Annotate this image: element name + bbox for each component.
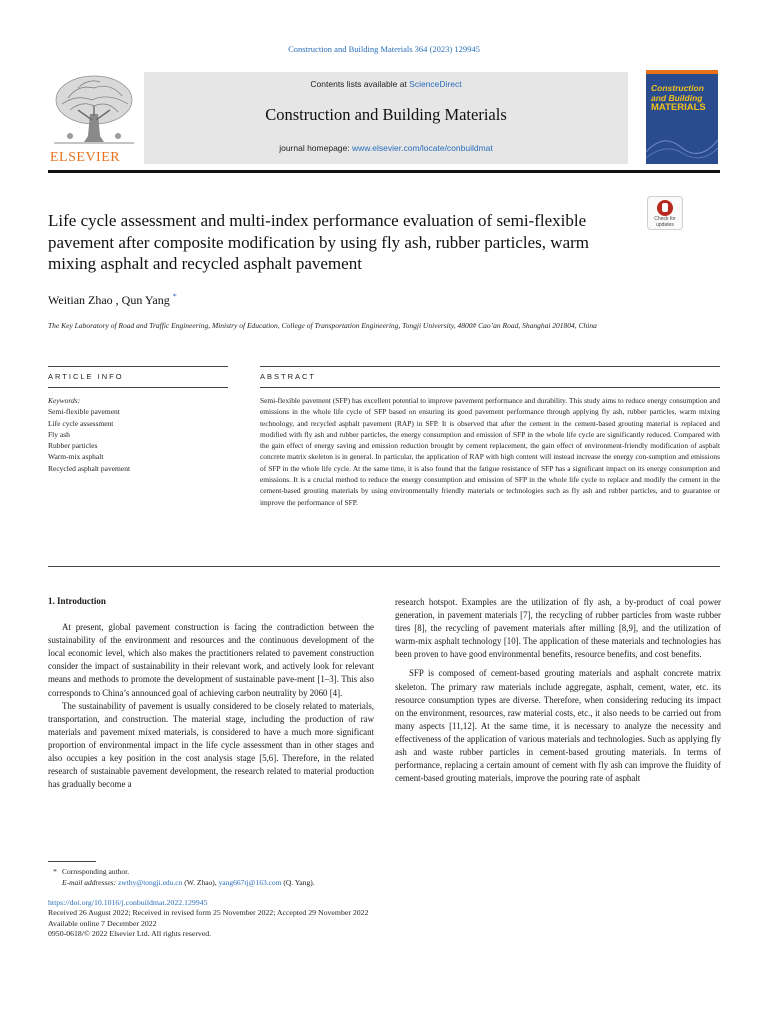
check-label-line2: updates	[656, 221, 674, 228]
sciencedirect-link[interactable]: ScienceDirect	[409, 79, 462, 89]
keyword-item: Warm-mix asphalt	[48, 452, 104, 462]
header-rule	[48, 170, 720, 173]
abstract-bottom-rule	[48, 566, 720, 567]
body-paragraph: SFP is composed of cement-based grouting materials and asphalt concrete matrix skeleton. The primary raw materials include aggregate, asphalt, cement, water, etc. its resource consumption types are diverse. Therefore, when considering reducing its impact on the environment, resources, raw material costs, etc., it also needs to be carried out from many aspects [11,12]. At the same time, it is necessary to analyze the necessity and effectiveness of the application of various materials and technologies. Such as applying fly ash and waste rubber particles in cement-based grouting materials. In terms of performance, replacing a certain amount of cement with fly ash can improve the fluidity of cement-based grouting materials, improve the pouring rate of asphalt	[395, 668, 721, 784]
footnotes	[48, 866, 720, 888]
author-names[interactable]: Weitian Zhao , Qun Yang	[48, 293, 170, 307]
author-list	[48, 292, 177, 308]
cover-line-2: and Building	[651, 93, 703, 103]
homepage-line	[144, 143, 628, 153]
keyword-item: Semi-flexible pavement	[48, 407, 120, 417]
check-for-updates-label	[648, 217, 682, 228]
corresponding-footnote	[48, 866, 720, 877]
email-link[interactable]: yang667tj@163.com	[218, 878, 282, 887]
section-heading-introduction: 1. Introduction	[48, 596, 106, 606]
body-column-right	[395, 596, 721, 785]
elsevier-wordmark: ELSEVIER	[50, 150, 121, 165]
footnote-star: *	[53, 867, 57, 876]
abstract-text: Semi-flexible pavement (SFP) has excellent potential to improve pavement performance and durability. This study aims to reduce energy consumption and emissions in the whole life cycle of SFP based on ensuring its good pavement performance through applying fly ash, rubber particles, warm mixing technology, and recycled asphalt pavement (RAP) in SFP. It is observed that after the cement in the cement-based grouting material is replaced and modified with fly ash and rubber particles, the energy consumption and emission of SFP in the whole life cycle are significantly reduced. Compared with the gain effect of energy saving and emission reduction brought by cement replacement, the gain effect of environment-friendly modification of asphalt concrete matrix skeleton is in general. In particular, the application of RAP with high content will instead increase the energy con-sumption and emissions of SFP in the whole life cycle. At the same time, it is also found that the fatigue resistance of SFP has a significant impact on its energy consumption and emissions. It is a crucial method to reduce the energy consumption and emission of SFP in the whole life cycle to replace and modify the cement in the cement-based grouting materials by using environmentally friendly materials or technologies such as fly ash and rubber particles, and to guarantee or improve the performance of SFP.	[260, 396, 720, 507]
journal-cover-thumbnail[interactable]	[646, 70, 718, 164]
check-label-line1: Check for	[654, 216, 676, 222]
body-paragraph: At present, global pavement construction is facing the contradiction between the sustainability of the environment and resources and the continuous development of the local economic level, which also makes the practitioners related to pavement construction consider the impact of sustainability in their relevant work, and actively look for relevant means and methods to promote the development of sustainable pave-ment [1–3]. This also corresponds to China’s announced goal of achieving carbon neutrality by 2060 [4].	[48, 622, 374, 698]
online-date: Available online 7 December 2022	[48, 918, 157, 928]
journal-header	[48, 70, 720, 166]
journal-homepage-link[interactable]: www.elsevier.com/locate/conbuildmat	[351, 143, 493, 153]
homepage-prefix: journal homepage:	[279, 143, 352, 153]
email-owner: (Q. Yang).	[281, 878, 315, 887]
received-dates: Received 26 August 2022; Received in revised form 25 November 2022; Accepted 29 November 2022	[48, 908, 369, 918]
body-column-left	[48, 595, 374, 791]
keyword-item: Fly ash	[48, 429, 70, 439]
body-paragraph: The sustainability of pavement is usually considered to be closely related to materials, transportation, and construction. The material stage, including the production of raw materials and pavement mixed materials, is considered to have a much more significant proportion of environmental impact in the life cycle assessment than in other stages and also occupies a key position in the cost analysis stage [5,6]. Therefore, in the related research of sustainable pavement development, the research related to material production has gradually become a	[48, 700, 374, 790]
email-label: E-mail addresses:	[62, 878, 117, 887]
copyright: 0950-0618/© 2022 Elsevier Ltd. All rights reserved.	[48, 928, 212, 938]
keywords-block	[48, 395, 228, 474]
cover-line-1: Construction	[651, 83, 704, 93]
contents-prefix: Contents lists available at	[310, 79, 410, 89]
keyword-item: Rubber particles	[48, 441, 98, 451]
cover-title	[651, 83, 715, 113]
article-title: Life cycle assessment and multi-index performance evaluation of semi-flexible pavement after composite modification by using fly ash, rubber particles, warm mixing asphalt and recycled asphalt pavement	[48, 211, 590, 273]
cover-graphic-icon	[646, 122, 718, 162]
email-link[interactable]: zwthy@tongji.edu.cn	[117, 878, 183, 887]
article-info-top-rule	[48, 366, 228, 367]
keyword-item: Recycled asphalt pavement	[48, 463, 131, 473]
affiliation: The Key Laboratory of Road and Traffic Engineering, Ministry of Education, College of Transportation Engineering, Tongji University, 4800# Cao’an Road, Shanghai 201804, China	[48, 321, 597, 330]
journal-banner	[144, 72, 628, 164]
keywords-label: Keywords:	[48, 396, 81, 405]
publication-info	[48, 898, 720, 939]
elsevier-logo[interactable]	[48, 70, 140, 166]
check-for-updates-button[interactable]	[647, 196, 683, 230]
journal-title: Construction and Building Materials	[265, 105, 507, 124]
doi-link[interactable]: https://doi.org/10.1016/j.conbuildmat.2022.129945	[48, 898, 208, 907]
abstract-top-rule	[260, 366, 720, 367]
corresponding-label: Corresponding author.	[62, 867, 130, 876]
corresponding-author-mark[interactable]: *	[172, 292, 177, 301]
footnote-rule	[48, 861, 96, 862]
journal-reference[interactable]: Construction and Building Materials 364 (2023) 129945	[288, 44, 480, 54]
email-owner: (W. Zhao),	[182, 878, 219, 887]
email-footnote	[48, 877, 720, 888]
tree-icon	[48, 70, 140, 148]
abstract-rule	[260, 387, 720, 388]
keyword-item: Life cycle assessment	[48, 418, 114, 428]
bookmark-icon	[657, 200, 673, 216]
article-info-rule	[48, 387, 228, 388]
cover-stripe	[646, 70, 718, 74]
contents-line	[144, 79, 628, 89]
cover-line-3: MATERIALS	[651, 102, 706, 113]
body-paragraph: research hotspot. Examples are the utilization of fly ash, a by-product of coal power generation, in pavement materials [7], the recycling of rubber particles from waste rubber tires [8], the recycling of pavement materials after milling [8,9], and the utilization of warm-mix asphalt technology [10]. The application of these materials and technologies has been proven to have good environmental benefits, resource benefits, and cost benefits.	[395, 597, 721, 660]
article-info-heading: ARTICLE INFO	[48, 372, 124, 381]
abstract-heading: ABSTRACT	[260, 372, 317, 381]
